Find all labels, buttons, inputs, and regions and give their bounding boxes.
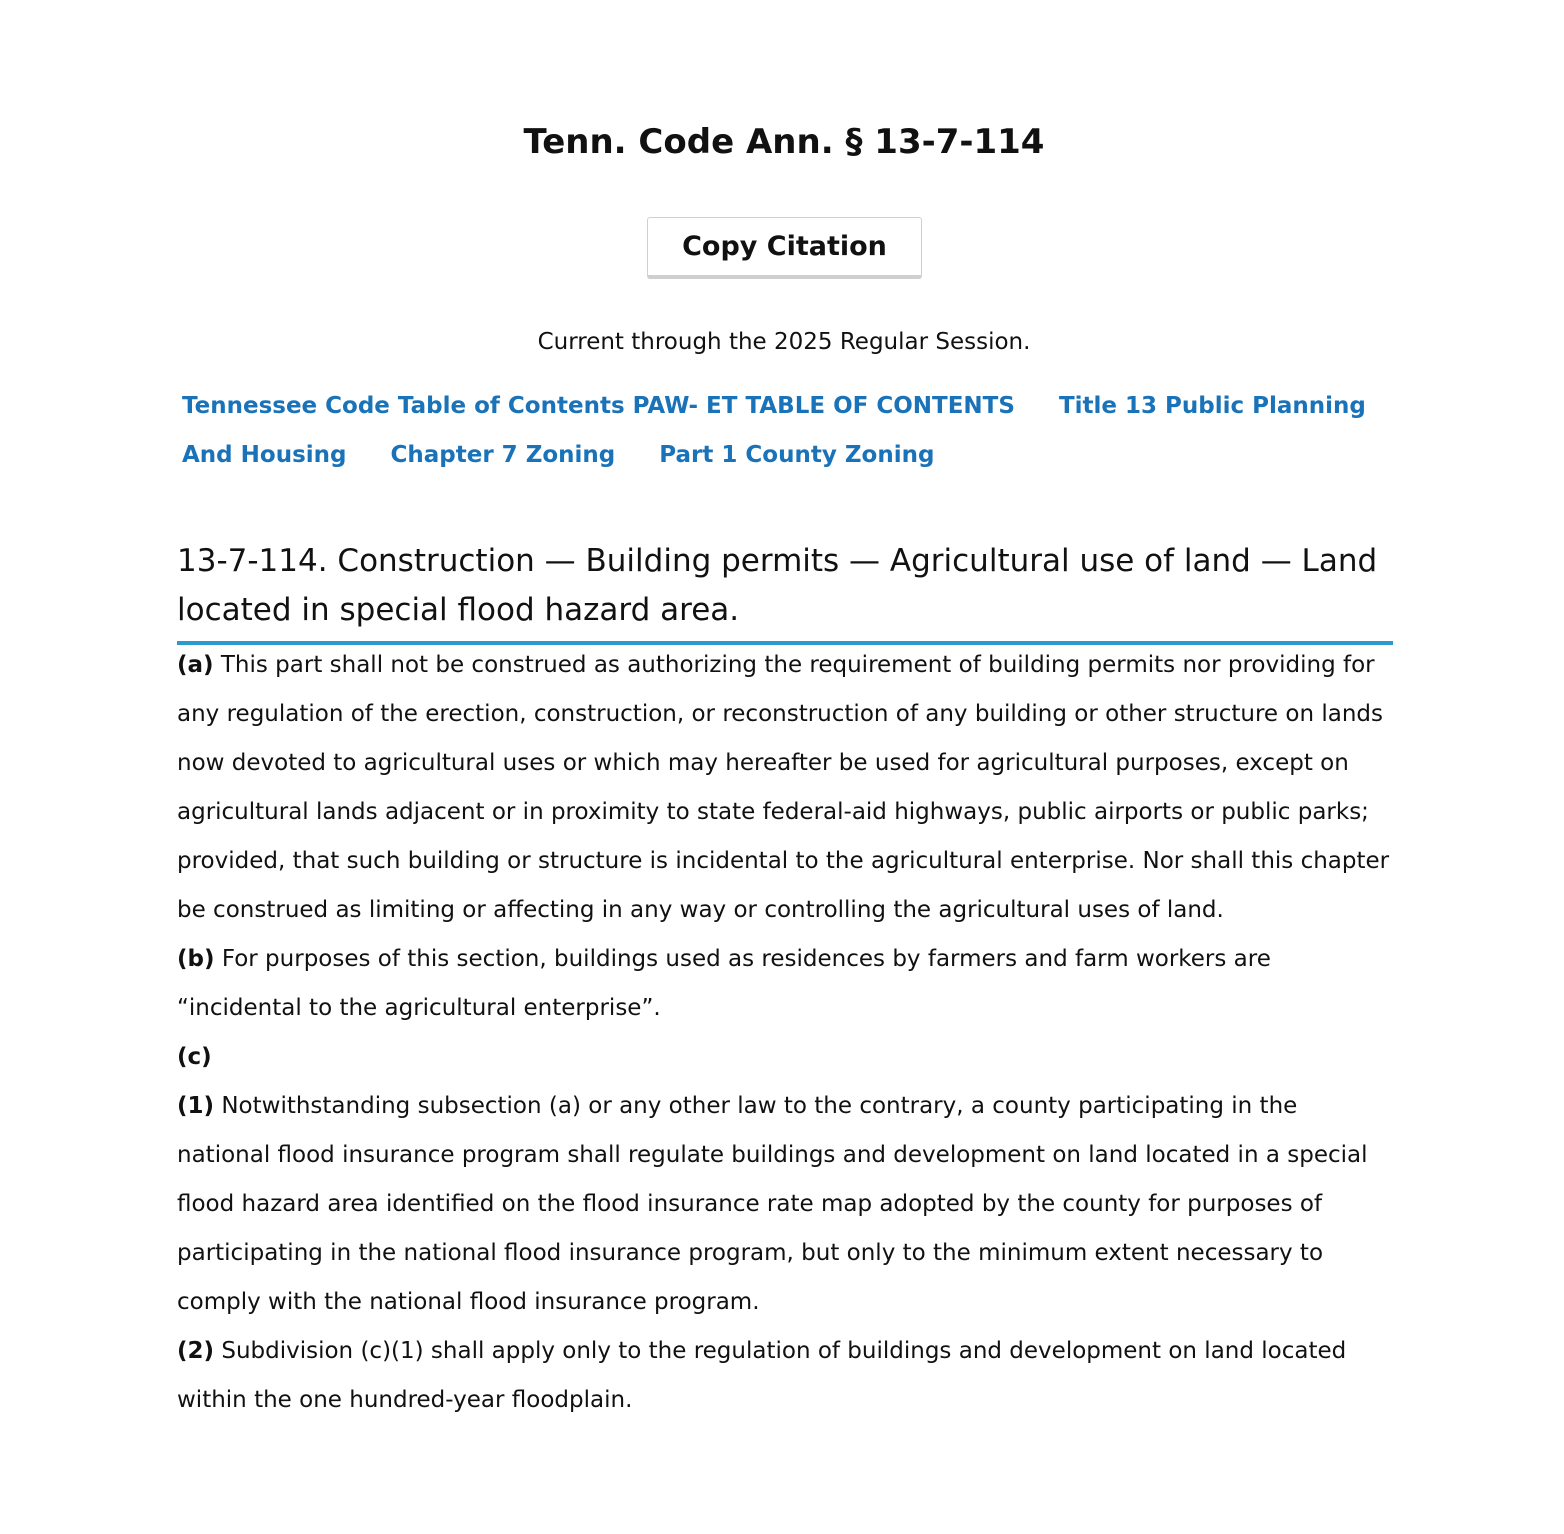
breadcrumb-link-table-of-contents[interactable]: Tennessee Code Table of Contents PAW- ET TABLE OF CONTENTS [182, 393, 1015, 419]
page-title: Tenn. Code Ann. § 13-7-114 [523, 122, 1045, 162]
subdivision-c-2 [177, 1327, 1397, 1425]
section-heading: 13-7-114. Construction — Building permits — Agricultural use of land — Land located in special flood hazard area. [177, 537, 1393, 645]
subsection-label: (b) [177, 946, 215, 972]
subdivision-text: Notwithstanding subsection (a) or any other law to the contrary, a county participating in the national flood insurance program shall regulate buildings and development on land located in a special flood hazard area identified on the flood insurance rate map adopted by the county for purposes of participating in the national flood insurance program, but only to the minimum extent necessary to comply with the national flood insurance program. [177, 1093, 1368, 1315]
subdivision-label: (2) [177, 1338, 215, 1364]
subsection-label: (c) [177, 1044, 212, 1070]
subdivision-label: (1) [177, 1093, 215, 1119]
subsection-text: This part shall not be construed as authorizing the requirement of building permits nor providing for any regulation of the erection, construction, or reconstruction of any building or other structure on lands now devoted to agricultural uses or which may hereafter be used for agricultural purposes, except on agricultural lands adjacent or in proximity to state federal-aid highways, public airports or public parks; provided, that such building or structure is incidental to the agricultural enterprise. Nor shall this chapter be construed as limiting or affecting in any way or controlling the agricultural uses of land. [177, 652, 1390, 923]
breadcrumb-link-title-13[interactable]: Title 13 Public Planning And Housing [182, 393, 1366, 468]
subsection-label: (a) [177, 652, 214, 678]
breadcrumb-link-part-1[interactable]: Part 1 County Zoning [659, 442, 935, 468]
copy-citation-button[interactable]: Copy Citation [647, 217, 922, 279]
subsection-c [177, 1033, 1397, 1082]
section-body [177, 641, 1397, 1425]
subsection-text: For purposes of this section, buildings used as residences by farmers and farm workers are “incidental to the agricultural enterprise”. [177, 946, 1271, 1021]
subdivision-c-1 [177, 1082, 1397, 1327]
subsection-a [177, 641, 1397, 935]
breadcrumb [182, 382, 1392, 480]
breadcrumb-link-chapter-7[interactable]: Chapter 7 Zoning [390, 442, 616, 468]
subdivision-text: Subdivision (c)(1) shall apply only to the regulation of buildings and development on land located within the one hundred-year floodplain. [177, 1338, 1347, 1413]
subsection-b [177, 935, 1397, 1033]
currency-note: Current through the 2025 Regular Session. [537, 329, 1031, 355]
